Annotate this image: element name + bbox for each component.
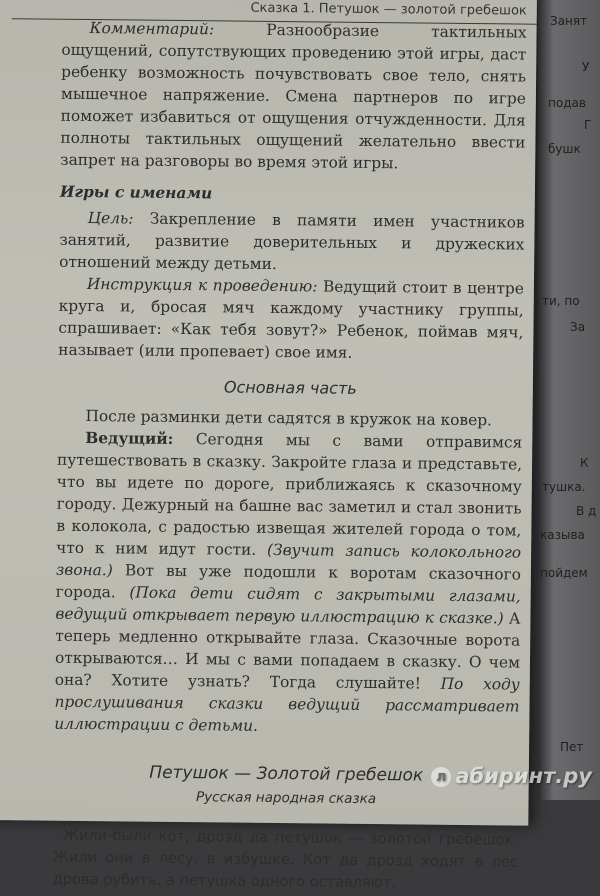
- comment-text: Разнообразие тактильных ощущений, сопутствующих проведению этой игры, даст ребенку возможность почувствовать свое тело, снять мышечное напряжение. Смена партнеров по игре поможет избавиться от ощущения отчужденности. Для полноты тактильных ощущений желательно ввести запрет на разговоры во время этой игры.: [60, 20, 527, 173]
- instruction-text: Ведущий стоит в центре круга и, бросая мяч каждому участнику группы, спрашивает: «Как тебя зовут?» Ребенок, поймав мяч, называет (или пропевает) свое имя.: [58, 277, 524, 362]
- edge-fragment: Пет: [560, 740, 584, 754]
- edge-fragment: пойдем: [540, 566, 588, 580]
- edge-fragment: Г: [584, 118, 592, 132]
- game-heading: Игры с именами: [59, 182, 213, 203]
- leader-text-2: Вот вы уже подошли к воротам сказочного города.: [55, 561, 522, 602]
- running-head: Сказка 1. Петушок — золотой гребешок: [250, 0, 527, 19]
- stage-direction-2: (Пока дети сидят с закрытыми глазами, ведущий открывает первую иллюстрацию к сказке.): [55, 583, 521, 628]
- tale-text: Жили-были кот, дрозд да петушок — золотой гребешок. Жили они в лесу, в избушке. Кот да дрозд ходят в лес дрова рубить, а петушка одного оставляют.: [52, 826, 519, 892]
- edge-fragment: тушка.: [542, 480, 586, 494]
- edge-fragment: За: [570, 320, 586, 334]
- edge-fragment: бушк: [548, 142, 581, 156]
- watermark: [431, 764, 592, 788]
- edge-fragment: ти, по: [542, 294, 580, 308]
- edge-fragment: В д: [576, 504, 597, 518]
- tale-title: Петушок — Золотой гребешок: [149, 762, 424, 786]
- goal-label: Цель:: [87, 209, 134, 228]
- goal-paragraph: [59, 207, 525, 278]
- main-part-heading: Основная часть: [223, 377, 357, 398]
- edge-fragment: казыва: [540, 528, 585, 542]
- leader-text-1: Сегодня мы с вами отправимся путешествовать в сказку. Закройте глаза и представьте, что вы идете по дороге, приближаясь к сказочному городу. Дежурный на башне вас заметил и стал звонить в колокола, с радостью извещая жителей города о том, что к ним идут гости.: [56, 429, 523, 559]
- goal-text: Закрепление в памяти имен участников занятий, развитие доверительных и дружеских отношений между детьми.: [59, 209, 525, 273]
- instruction-label: Инструкция к проведению:: [86, 275, 318, 296]
- leader-label: Ведущий:: [85, 429, 174, 448]
- leader-speech: [54, 427, 522, 740]
- tale-subtitle: Русская народная сказка: [195, 789, 377, 808]
- watermark-text: абиринт.ру: [455, 764, 592, 788]
- comment-paragraph: [60, 17, 527, 176]
- leader-text-3: А теперь медленно открывайте глаза. Сказочные ворота открываются… И мы с вами попадаем в сказку. О чем она? Хотите узнать? Тогда слушайте!: [54, 609, 521, 693]
- instruction-paragraph: [58, 273, 524, 366]
- comment-label: Комментарий:: [89, 19, 215, 39]
- facing-page-edge: [538, 0, 600, 800]
- stage-direction-3: По ходу прослушивания сказки ведущий рассматривает иллюстрации с детьми.: [54, 674, 520, 735]
- edge-fragment: У: [582, 60, 590, 74]
- edge-fragment: подав: [548, 96, 586, 110]
- edge-fragment: К: [580, 456, 589, 470]
- stage-direction-1: (Звучит запись колокольного звона.): [55, 540, 522, 580]
- edge-fragment: Занят: [550, 14, 588, 28]
- main-part-intro: После разминки дети садятся в кружок на ковер.: [85, 407, 493, 430]
- labyrinth-logo-icon: л: [431, 767, 451, 787]
